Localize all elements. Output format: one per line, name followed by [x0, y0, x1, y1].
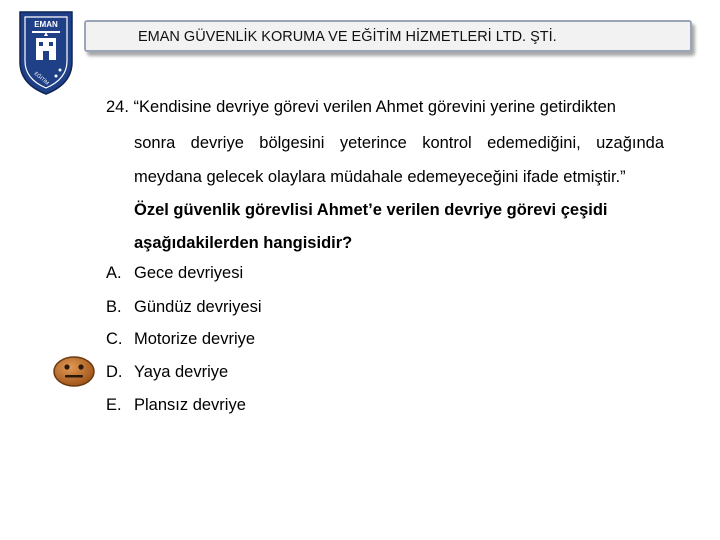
option-a-letter: A. — [106, 264, 122, 282]
option-c-letter: C. — [106, 330, 123, 348]
question-line-2: sonra devriye bölgesini yeterince kontrol edemediğini, uzağında — [134, 134, 664, 152]
option-e[interactable] — [106, 395, 246, 415]
option-c[interactable] — [106, 329, 255, 349]
company-logo — [14, 6, 78, 96]
question-line-3: meydana gelecek olaylara müdahale edemeyeceğini ifade etmiştir.” — [134, 168, 626, 186]
option-c-text: Motorize devriye — [134, 330, 256, 348]
option-a[interactable] — [106, 263, 243, 283]
logo-text-top: EMAN — [34, 20, 58, 29]
option-b-text: Gündüz devriyesi — [134, 298, 262, 316]
option-e-letter: E. — [106, 396, 122, 414]
smiley-face-icon — [52, 355, 96, 388]
question-line-4: Özel güvenlik görevlisi Ahmet’e verilen devriye görevi çeşidi — [134, 201, 608, 219]
question-line-1: 24. “Kendisine devriye görevi verilen Ahmet görevini yerine getirdikten — [106, 98, 616, 116]
option-b-letter: B. — [106, 298, 122, 316]
option-b[interactable] — [106, 297, 261, 317]
header-banner — [84, 20, 692, 52]
question-line-5: aşağıdakilerden hangisidir? — [134, 234, 353, 252]
company-title: EMAN GÜVENLİK KORUMA VE EĞİTİM HİZMETLERİ LTD. ŞTİ. — [138, 29, 557, 45]
option-a-text: Gece devriyesi — [134, 264, 244, 282]
option-e-text: Plansız devriye — [134, 396, 246, 414]
option-d-text: Yaya devriye — [134, 363, 229, 381]
option-d[interactable] — [106, 362, 228, 382]
option-d-letter: D. — [106, 363, 123, 381]
logo-text-side: EĞİTİM — [32, 70, 50, 87]
